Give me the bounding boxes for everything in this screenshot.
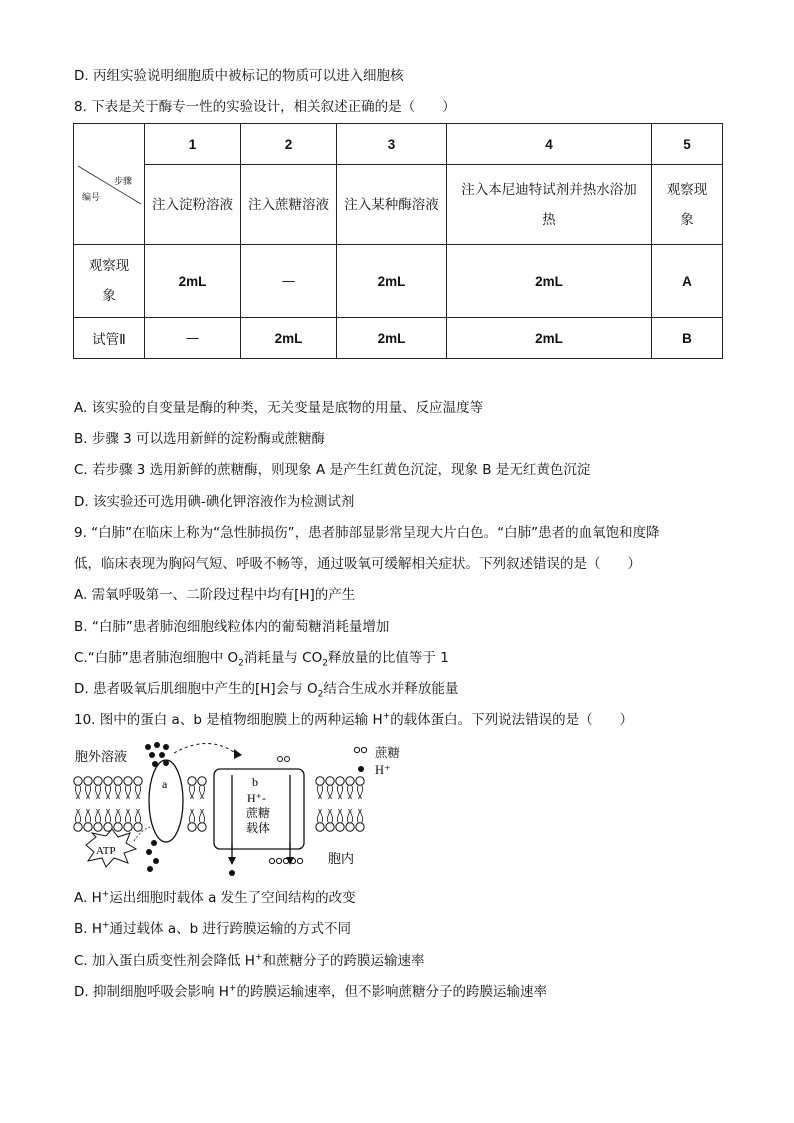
step-number: 4 <box>447 124 652 165</box>
atp-label: ATP <box>96 845 116 857</box>
protein-a-label: a <box>162 777 168 791</box>
step-description: 注入淀粉溶液 <box>145 165 241 245</box>
diagonal-line <box>74 124 145 245</box>
carrier-label-2: 蔗糖 <box>246 806 271 820</box>
step-description: 注入本尼迪特试剂并热水浴加热 <box>447 165 652 245</box>
inside-label: 胞内 <box>328 851 355 866</box>
q10-option-a: A. H+运出细胞时载体 a 发生了空间结构的改变 <box>74 889 356 906</box>
q9-stem-line1: 9. “白肺”在临床上称为“急性肺损伤”，患者肺部显影常呈现大片白色。“白肺”患者的血氧饱和度降 <box>74 525 660 541</box>
row-label: 观察现象 <box>74 245 145 318</box>
step-number: 5 <box>652 124 723 165</box>
q8-option-a: A. 该实验的自变量是酶的种类，无关变量是底物的用量、反应温度等 <box>74 400 484 416</box>
carrier-label-1: H⁺- <box>247 791 266 805</box>
q9-option-d: D. 患者吸氧后肌细胞中产生的[H]会与 $O_2$结合生成水并释放能量 <box>74 681 459 700</box>
protein-a <box>149 760 183 842</box>
h-ion-cluster <box>145 742 169 767</box>
step-number: 1 <box>145 124 241 165</box>
corner-label-step: 步骤 <box>113 177 132 187</box>
legend-sucrose-label: 蔗糖 <box>375 745 401 760</box>
table-cell: A <box>652 245 723 318</box>
q8-option-d: D. 该实验还可选用碘-碘化钾溶液作为检测试剂 <box>74 494 355 510</box>
table-cell: 2mL <box>241 318 337 359</box>
table-cell: 2mL <box>447 318 652 359</box>
q7-option-d: D. 丙组实验说明细胞质中被标记的物质可以进入细胞核 <box>74 68 404 84</box>
outside-label: 胞外溶液 <box>75 749 128 764</box>
q10-option-b: B. H+通过载体 a、b 进行跨膜运输的方式不同 <box>74 920 351 937</box>
corner-label-id: 编号 <box>82 193 101 203</box>
step-description: 观察现象 <box>652 165 723 245</box>
table-cell: — <box>145 318 241 359</box>
q8-option-b: B. 步骤 3 可以选用新鲜的淀粉酶或蔗糖酶 <box>74 431 326 447</box>
step-number: 3 <box>337 124 447 165</box>
step-number: 2 <box>241 124 337 165</box>
q10-stem: 10. 图中的蛋白 a、b 是植物细胞膜上的两种运输 H+的载体蛋白。下列说法错误的是（ ） <box>74 711 634 728</box>
q9-option-a: A. 需氧呼吸第一、二阶段过程中均有[H]的产生 <box>74 587 356 603</box>
table-cell: 2mL <box>145 245 241 318</box>
table-cell: 2mL <box>337 245 447 318</box>
q8-stem: 8. 下表是关于酶专一性的实验设计，相关叙述正确的是（ ） <box>74 99 456 115</box>
carrier-label-3: 载体 <box>246 821 271 835</box>
row-label: 试管Ⅱ <box>74 318 145 359</box>
table-cell: B <box>652 318 723 359</box>
q9-option-b: B. “白肺”患者肺泡细胞线粒体内的葡萄糖消耗量增加 <box>74 619 390 635</box>
q10-option-d: D. 抑制细胞呼吸会影响 H+的跨膜运输速率，但不影响蔗糖分子的跨膜运输速率 <box>74 983 547 1000</box>
step-description: 注入蔗糖溶液 <box>241 165 337 245</box>
q10-option-c: C. 加入蛋白质变性剂会降低 H+和蔗糖分子的跨膜运输速率 <box>74 952 425 969</box>
protein-b-label: b <box>252 775 258 789</box>
step-description: 注入某种酶溶液 <box>337 165 447 245</box>
table-cell: — <box>241 245 337 318</box>
q9-option-c: C.“白肺”患者肺泡细胞中 $O_2$消耗量与 $CO_2$释放量的比值等于 1 <box>74 650 449 669</box>
table-cell: 2mL <box>337 318 447 359</box>
q9-stem-line2: 低，临床表现为胸闷气短、呼吸不畅等，通过吸氧可缓解相关症状。下列叙述错误的是（ ） <box>74 556 641 572</box>
table-corner-cell <box>74 124 145 245</box>
legend-h-label: H⁺ <box>375 763 391 777</box>
table-cell: 2mL <box>447 245 652 318</box>
q8-option-c: C. 若步骤 3 选用新鲜的蔗糖酶，则现象 A 是产生红黄色沉淀，现象 B 是无红黄色沉淀 <box>74 462 591 478</box>
enzyme-experiment-table <box>73 123 723 359</box>
